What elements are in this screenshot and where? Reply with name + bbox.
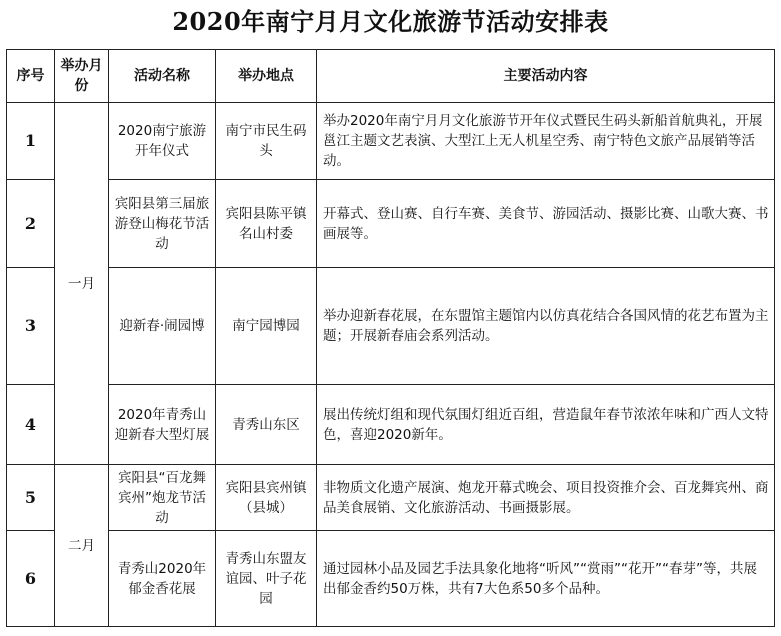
activity-content: 通过园林小品及园艺手法具象化地将“听风”“赏雨”“花开”“春芽”等，共展出郁金香约50万株，共有7大色系50多个品种。 (317, 531, 775, 627)
activity-content: 展出传统灯组和现代氛围灯组近百组，营造鼠年春节浓浓年味和广西人文特色，喜迎2020新年。 (317, 385, 775, 465)
month-cell: 二月 (55, 465, 109, 627)
activity-place: 南宁市民生码头 (216, 103, 317, 180)
row-number: 1 (7, 103, 55, 180)
activity-content: 开幕式、登山赛、自行车赛、美食节、游园活动、摄影比赛、山歌大赛、书画展等。 (317, 180, 775, 268)
header-name: 活动名称 (109, 50, 216, 103)
activity-name: 迎新春·闹园博 (109, 268, 216, 385)
table-row (7, 268, 775, 385)
activity-place: 青秀山东区 (216, 385, 317, 465)
row-number: 2 (7, 180, 55, 268)
row-number: 3 (7, 268, 55, 385)
activity-place: 宾阳县陈平镇名山村委 (216, 180, 317, 268)
table-row (7, 385, 775, 465)
header-content: 主要活动内容 (317, 50, 775, 103)
table-row (7, 465, 775, 531)
activity-content: 非物质文化遗产展演、炮龙开幕式晚会、项目投资推介会、百龙舞宾州、商品美食展销、文化旅游活动、书画摄影展。 (317, 465, 775, 531)
activity-content: 举办迎新春花展，在东盟馆主题馆内以仿真花结合各国风情的花艺布置为主题；开展新春庙会系列活动。 (317, 268, 775, 385)
activity-name: 青秀山2020年郁金香花展 (109, 531, 216, 627)
row-number: 4 (7, 385, 55, 465)
activity-name: 宾阳县第三届旅游登山梅花节活动 (109, 180, 216, 268)
table-header-row (7, 50, 775, 103)
activity-name: 2020年青秀山迎新春大型灯展 (109, 385, 216, 465)
table-row (7, 531, 775, 627)
page-title: 2020年南宁月月文化旅游节活动安排表 (172, 7, 609, 36)
activity-place: 青秀山东盟友谊园、叶子花园 (216, 531, 317, 627)
month-cell: 一月 (55, 103, 109, 465)
header-seq: 序号 (7, 50, 55, 103)
header-month: 举办月份 (55, 50, 109, 103)
activity-content: 举办2020年南宁月月文化旅游节开年仪式暨民生码头新船首航典礼，开展邕江主题文艺表演、大型江上无人机星空秀、南宁特色文旅产品展销等活动。 (317, 103, 775, 180)
table-row (7, 103, 775, 180)
header-place: 举办地点 (216, 50, 317, 103)
activity-place: 南宁园博园 (216, 268, 317, 385)
activity-table (6, 49, 775, 627)
row-number: 5 (7, 465, 55, 531)
activity-name: 宾阳县“百龙舞宾州”炮龙节活动 (109, 465, 216, 531)
activity-place: 宾阳县宾州镇（县城） (216, 465, 317, 531)
row-number: 6 (7, 531, 55, 627)
table-row (7, 180, 775, 268)
activity-name: 2020南宁旅游开年仪式 (109, 103, 216, 180)
